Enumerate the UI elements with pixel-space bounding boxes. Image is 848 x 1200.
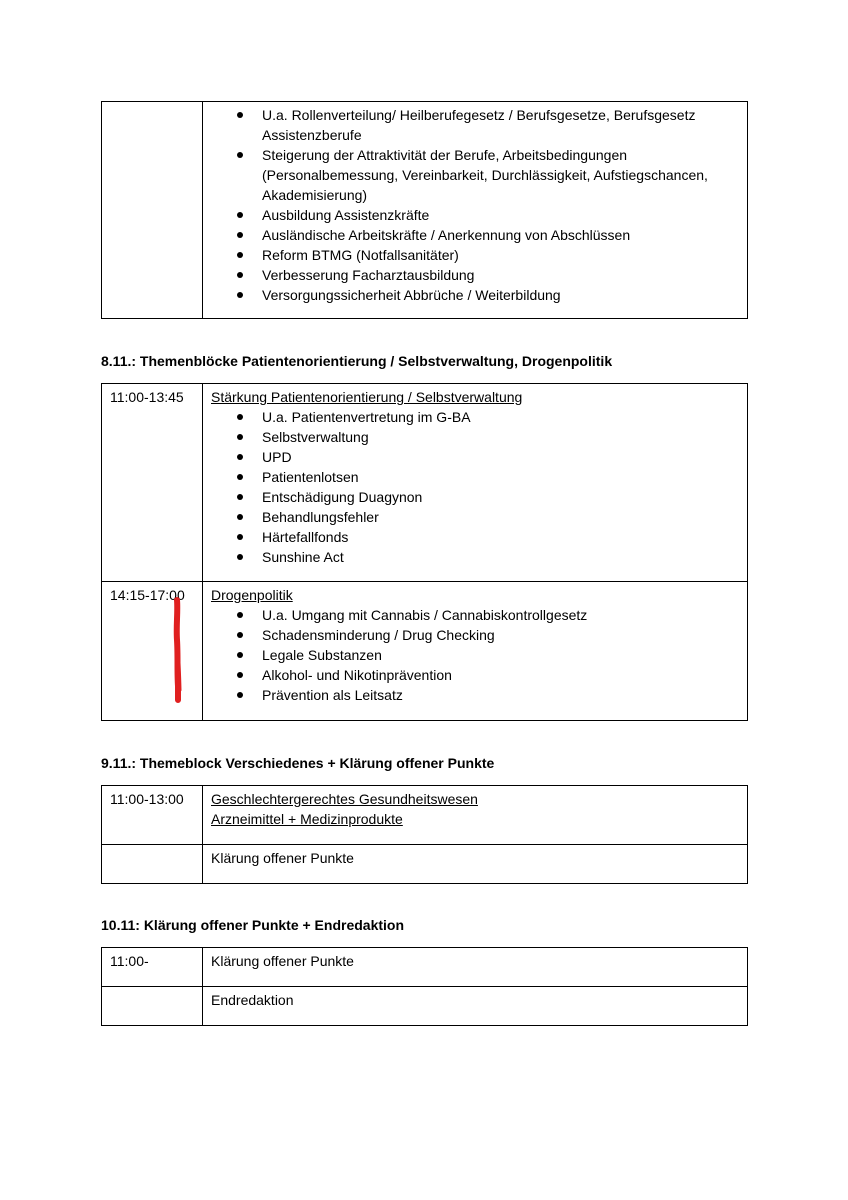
time-cell: 11:00-13:00 <box>102 786 203 845</box>
list-item: Reform BTMG (Notfallsanitäter) <box>262 245 739 265</box>
list-item: Ausländische Arbeitskräfte / Anerkennung von Abschlüssen <box>262 225 739 245</box>
list-item: Alkohol- und Nikotinprävention <box>262 665 739 685</box>
list-item: Behandlungsfehler <box>262 507 739 527</box>
list-item: Entschädigung Duagynon <box>262 487 739 507</box>
time-cell: 11:00-13:45 <box>102 384 203 582</box>
list-item: Steigerung der Attraktivität der Berufe, Arbeitsbedingungen (Personalbemessung, Vereinbarkeit, Durchlässigkeit, Aufstiegschancen, Akademisierung) <box>262 145 739 205</box>
time-cell: 11:00- <box>102 948 203 987</box>
table-row <box>102 582 748 721</box>
list-item: UPD <box>262 447 739 467</box>
topic-cell: Endredaktion <box>203 987 748 1026</box>
list-item: Härtefallfonds <box>262 527 739 547</box>
time-cell <box>102 102 203 319</box>
table-row <box>102 948 748 987</box>
time-cell <box>102 845 203 884</box>
table-row <box>102 384 748 582</box>
section-heading: 8.11.: Themenblöcke Patientenorientierung / Selbstverwaltung, Drogenpolitik <box>101 353 613 369</box>
list-item: Verbesserung Facharztausbildung <box>262 265 739 285</box>
list-item: U.a. Umgang mit Cannabis / Cannabiskontrollgesetz <box>262 605 739 625</box>
table-row <box>102 786 748 845</box>
topic-cell <box>203 786 748 845</box>
agenda-table-3 <box>101 785 748 884</box>
agenda-table-1 <box>101 101 748 319</box>
list-item: Schadensminderung / Drug Checking <box>262 625 739 645</box>
topic-cell <box>203 384 748 582</box>
topic-title: Arzneimittel + Medizinprodukte <box>211 811 403 827</box>
bullet-list <box>211 407 739 567</box>
time-cell: 14:15-17:00 <box>102 582 203 721</box>
topic-cell: Klärung offener Punkte <box>203 948 748 987</box>
list-item: Prävention als Leitsatz <box>262 685 739 705</box>
list-item: Ausbildung Assistenzkräfte <box>262 205 739 225</box>
topic-title: Geschlechtergerechtes Gesundheitswesen <box>211 791 478 807</box>
table-row <box>102 987 748 1026</box>
list-item: Selbstverwaltung <box>262 427 739 447</box>
list-item: U.a. Patientenvertretung im G-BA <box>262 407 739 427</box>
agenda-table-4 <box>101 947 748 1026</box>
time-cell <box>102 987 203 1026</box>
topic-cell: Klärung offener Punkte <box>203 845 748 884</box>
bullet-list <box>211 605 739 705</box>
list-item: Legale Substanzen <box>262 645 739 665</box>
bullet-list <box>211 105 739 305</box>
list-item: Versorgungssicherheit Abbrüche / Weiterbildung <box>262 285 739 305</box>
topic-title: Drogenpolitik <box>211 587 293 603</box>
table-row <box>102 102 748 319</box>
agenda-table-2 <box>101 383 748 721</box>
list-item: U.a. Rollenverteilung/ Heilberufegesetz / Berufsgesetze, Berufsgesetz Assistenzberufe <box>262 105 739 145</box>
section-heading: 9.11.: Themeblock Verschiedenes + Klärung offener Punkte <box>101 755 495 771</box>
topic-title: Stärkung Patientenorientierung / Selbstverwaltung <box>211 389 523 405</box>
list-item: Sunshine Act <box>262 547 739 567</box>
topic-cell <box>203 102 748 319</box>
table-row <box>102 845 748 884</box>
list-item: Patientenlotsen <box>262 467 739 487</box>
topic-cell <box>203 582 748 721</box>
section-heading: 10.11: Klärung offener Punkte + Endredaktion <box>101 917 405 933</box>
